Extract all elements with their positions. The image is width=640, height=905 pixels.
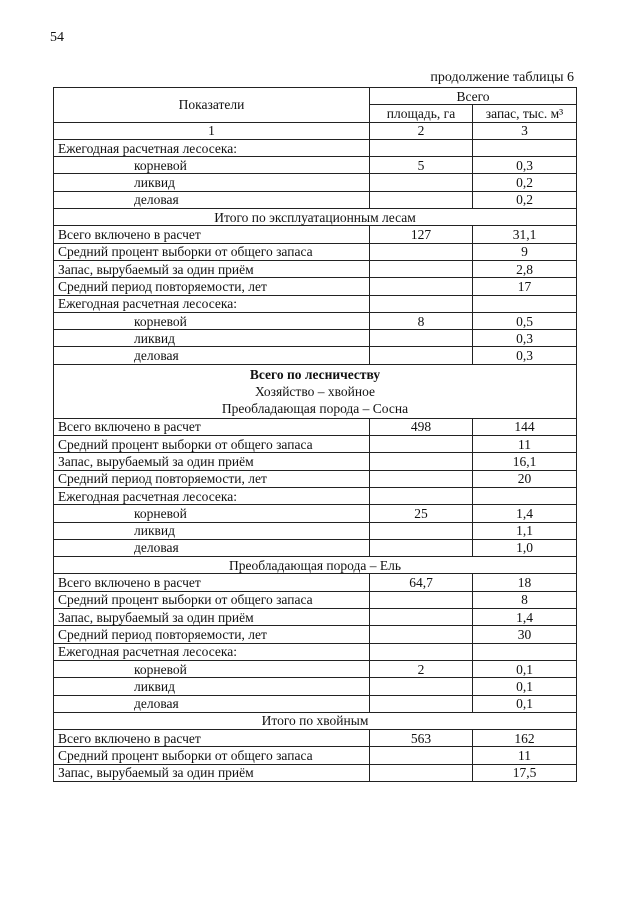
row-stock: 2,8: [473, 260, 577, 277]
row-stock: [473, 295, 577, 312]
row-area: 2: [370, 660, 473, 677]
header-col-number-3: 3: [473, 122, 577, 139]
row-label: Средний период повторяемости, лет: [54, 626, 370, 643]
row-area: [370, 139, 473, 156]
row-label: Всего включено в расчет: [54, 226, 370, 243]
table-row: [54, 574, 577, 591]
table-row: [54, 678, 577, 695]
row-area: [370, 695, 473, 712]
row-stock: 16,1: [473, 453, 577, 470]
table-row: [54, 347, 577, 364]
section-row: [54, 712, 577, 729]
table-row: [54, 626, 577, 643]
table-row: [54, 730, 577, 747]
row-stock: 0,5: [473, 312, 577, 329]
row-area: [370, 453, 473, 470]
row-area: [370, 487, 473, 504]
row-stock: 18: [473, 574, 577, 591]
table-row: [54, 643, 577, 660]
row-area: [370, 295, 473, 312]
row-stock: [473, 139, 577, 156]
row-stock: 0,3: [473, 330, 577, 347]
row-area: [370, 174, 473, 191]
row-label: Средний процент выборки от общего запаса: [54, 243, 370, 260]
row-area: [370, 243, 473, 260]
row-stock: 0,3: [473, 157, 577, 174]
row-area: 25: [370, 505, 473, 522]
row-label: Запас, вырубаемый за один приём: [54, 764, 370, 781]
section-heading-economy: Хозяйство – хвойное: [255, 383, 375, 399]
row-area: [370, 470, 473, 487]
row-area: [370, 609, 473, 626]
data-table: [53, 87, 577, 782]
table-row: [54, 312, 577, 329]
table-caption: продолжение таблицы 6: [430, 70, 574, 85]
row-stock: 0,3: [473, 347, 577, 364]
row-area: [370, 591, 473, 608]
row-area: 8: [370, 312, 473, 329]
row-label: Средний период повторяемости, лет: [54, 470, 370, 487]
row-stock: 162: [473, 730, 577, 747]
row-area: 498: [370, 418, 473, 435]
header-col-number-1: 1: [54, 122, 370, 139]
table-row: [54, 174, 577, 191]
table-row: [54, 418, 577, 435]
table-row: [54, 470, 577, 487]
section-heading: Итого по хвойным: [54, 712, 577, 729]
row-stock: 17: [473, 278, 577, 295]
table-row: [54, 243, 577, 260]
row-stock: 17,5: [473, 764, 577, 781]
row-label: ликвид: [54, 174, 370, 191]
header-indicators: Показатели: [54, 88, 370, 123]
row-label: Запас, вырубаемый за один приём: [54, 260, 370, 277]
row-area: 563: [370, 730, 473, 747]
row-stock: 0,2: [473, 174, 577, 191]
row-label: Ежегодная расчетная лесосека:: [54, 295, 370, 312]
row-stock: 9: [473, 243, 577, 260]
section-heading: Преобладающая порода – Ель: [54, 557, 577, 574]
row-label: Всего включено в расчет: [54, 418, 370, 435]
row-area: [370, 347, 473, 364]
table-row: [54, 764, 577, 781]
row-label: Средний процент выборки от общего запаса: [54, 591, 370, 608]
table-row: [54, 522, 577, 539]
page-number: 54: [50, 30, 64, 45]
table-row: [54, 591, 577, 608]
row-label: корневой: [54, 157, 370, 174]
section-heading-species: Преобладающая порода – Сосна: [221, 400, 409, 416]
row-area: 5: [370, 157, 473, 174]
row-area: [370, 330, 473, 347]
table-row: [54, 505, 577, 522]
row-label: Средний процент выборки от общего запаса: [54, 436, 370, 453]
row-stock: 30: [473, 626, 577, 643]
row-label: Ежегодная расчетная лесосека:: [54, 139, 370, 156]
table-row: [54, 278, 577, 295]
section-heading: Итого по эксплуатационным лесам: [54, 209, 577, 226]
row-area: [370, 278, 473, 295]
row-stock: [473, 487, 577, 504]
section-row: [54, 557, 577, 574]
row-stock: 1,4: [473, 609, 577, 626]
table-row: [54, 609, 577, 626]
row-area: [370, 747, 473, 764]
table-row: [54, 695, 577, 712]
row-area: [370, 260, 473, 277]
row-stock: 0,1: [473, 678, 577, 695]
header-stock: запас, тыс. м³: [473, 105, 577, 122]
row-label: Ежегодная расчетная лесосека:: [54, 643, 370, 660]
table-row: [54, 139, 577, 156]
row-label: Средний период повторяемости, лет: [54, 278, 370, 295]
table-row: [54, 453, 577, 470]
section-row: [54, 364, 577, 418]
row-stock: 1,1: [473, 522, 577, 539]
row-area: [370, 436, 473, 453]
row-label: деловая: [54, 191, 370, 208]
row-area: [370, 522, 473, 539]
row-stock: [473, 643, 577, 660]
section-row: [54, 209, 577, 226]
header-area: площадь, га: [370, 105, 473, 122]
table-row: [54, 747, 577, 764]
row-stock: 20: [473, 470, 577, 487]
row-label: Запас, вырубаемый за один приём: [54, 453, 370, 470]
row-stock: 31,1: [473, 226, 577, 243]
row-label: Всего включено в расчет: [54, 730, 370, 747]
row-area: 64,7: [370, 574, 473, 591]
table-body: [54, 139, 577, 781]
row-stock: 144: [473, 418, 577, 435]
row-label: деловая: [54, 695, 370, 712]
row-label: ликвид: [54, 678, 370, 695]
row-stock: 11: [473, 747, 577, 764]
row-stock: 0,1: [473, 695, 577, 712]
row-label: деловая: [54, 539, 370, 556]
row-stock: 1,4: [473, 505, 577, 522]
row-area: [370, 643, 473, 660]
row-label: ликвид: [54, 522, 370, 539]
row-stock: 1,0: [473, 539, 577, 556]
row-label: ликвид: [54, 330, 370, 347]
row-stock: 0,1: [473, 660, 577, 677]
row-label: Всего включено в расчет: [54, 574, 370, 591]
row-area: [370, 764, 473, 781]
row-label: Запас, вырубаемый за один приём: [54, 609, 370, 626]
row-area: [370, 626, 473, 643]
row-area: [370, 191, 473, 208]
row-label: Ежегодная расчетная лесосека:: [54, 487, 370, 504]
table-row: [54, 157, 577, 174]
section-heading-total: Всего по лесничеству: [249, 366, 381, 382]
table-row: [54, 539, 577, 556]
row-stock: 8: [473, 591, 577, 608]
row-label: Средний процент выборки от общего запаса: [54, 747, 370, 764]
table-row: [54, 260, 577, 277]
section-heading-block: [54, 364, 577, 418]
row-label: корневой: [54, 312, 370, 329]
table-row: [54, 226, 577, 243]
header-col-number-2: 2: [370, 122, 473, 139]
table-row: [54, 295, 577, 312]
row-label: деловая: [54, 347, 370, 364]
table-row: [54, 330, 577, 347]
header-total-group: Всего: [370, 88, 577, 105]
row-label: корневой: [54, 660, 370, 677]
row-area: [370, 539, 473, 556]
table-row: [54, 191, 577, 208]
row-label: корневой: [54, 505, 370, 522]
row-stock: 0,2: [473, 191, 577, 208]
row-area: 127: [370, 226, 473, 243]
table-row: [54, 487, 577, 504]
row-stock: 11: [473, 436, 577, 453]
table-row: [54, 436, 577, 453]
row-area: [370, 678, 473, 695]
table-row: [54, 660, 577, 677]
